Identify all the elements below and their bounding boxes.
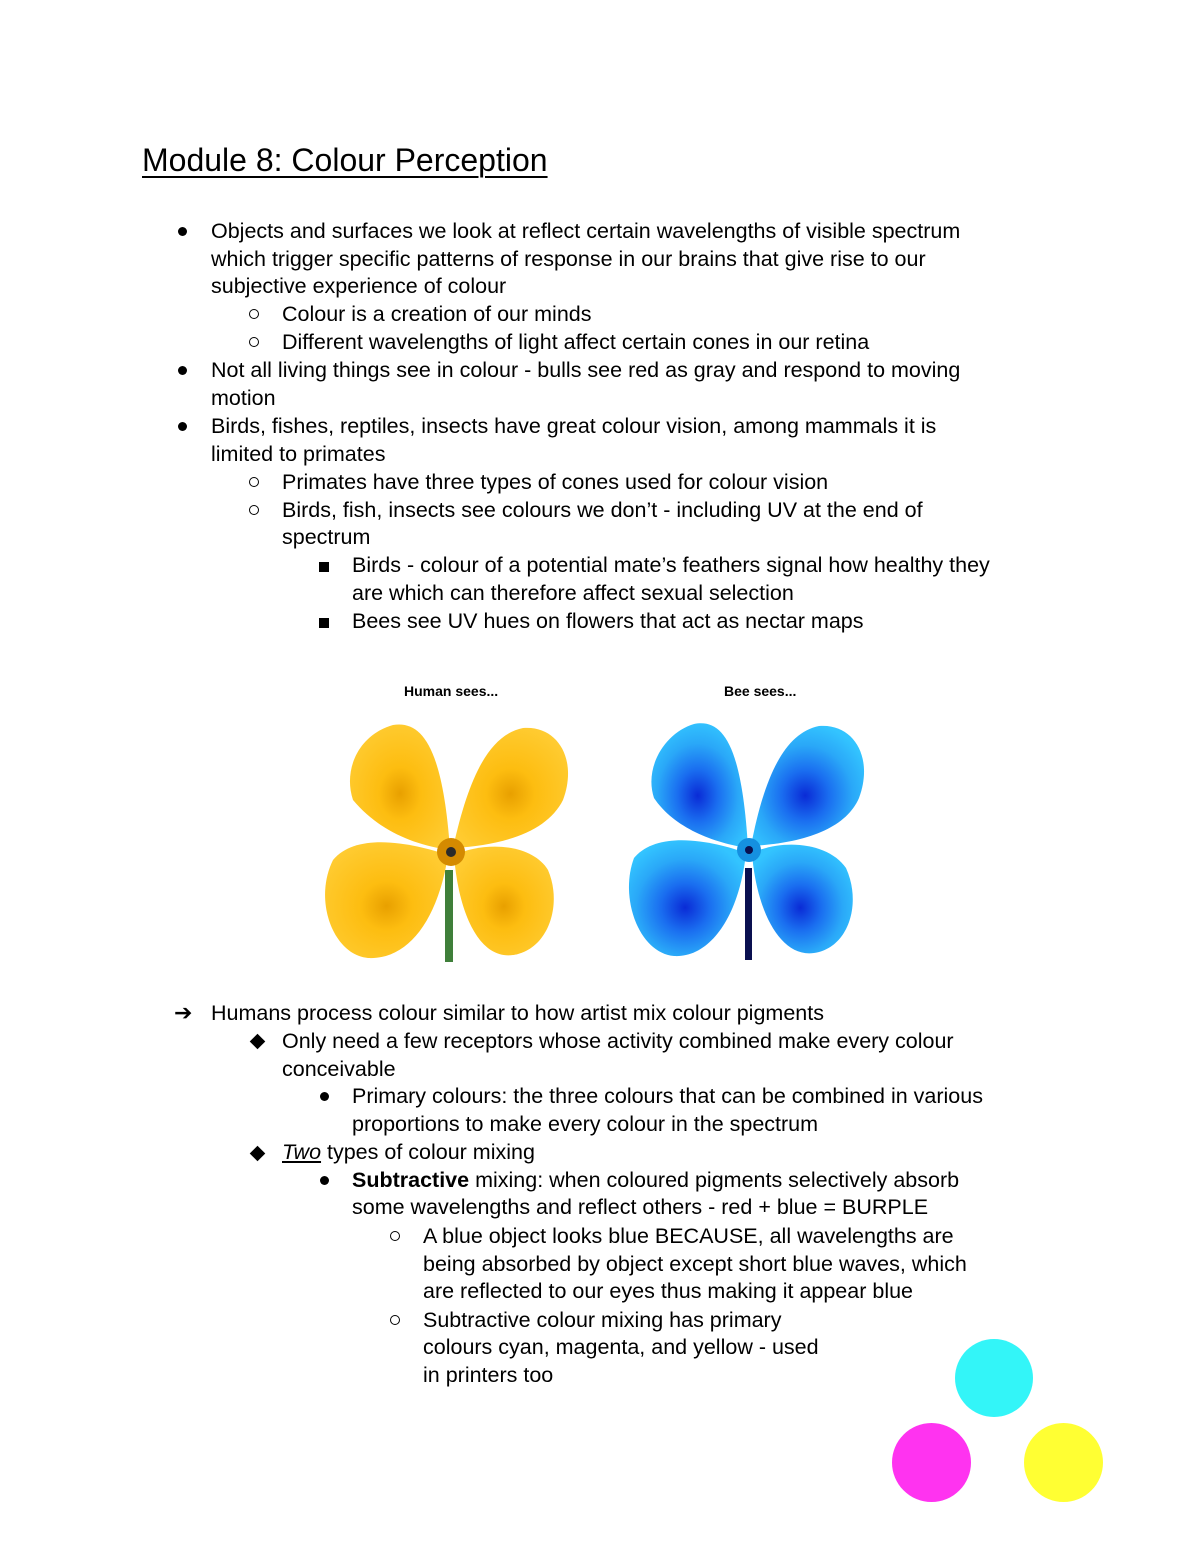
page-title: Module 8: Colour Perception [142, 142, 548, 178]
bullet-dot-icon [320, 1092, 329, 1101]
s2-sub-rest: mixing: when coloured pigments selectively absorb [469, 1168, 960, 1192]
s2-c1-line-2: being absorbed by object except short blue waves, which [423, 1252, 967, 1276]
bullet-circle-icon [249, 505, 259, 515]
s2-c2-line-1: Subtractive colour mixing has primary [423, 1308, 782, 1332]
b2-line-2: motion [211, 386, 276, 410]
subtractive-bold: Subtractive [352, 1168, 470, 1192]
s2-arrow-item: Humans process colour similar to how artist mix colour pigments [211, 1001, 824, 1025]
s2-c2-line-3: in printers too [423, 1363, 554, 1387]
s2-d2-line [282, 1138, 535, 1166]
yellow-circle [1024, 1423, 1103, 1502]
s2-c1-line-3: are reflected to our eyes thus making it appear blue [423, 1279, 914, 1303]
b1-line-1: Objects and surfaces we look at reflect certain wavelengths of visible spectrum [211, 219, 961, 243]
bullet-square-icon [319, 618, 329, 628]
b1-line-2: which trigger specific patterns of response in our brains that give rise to our [211, 247, 926, 271]
b1-sub-1: Colour is a creation of our minds [282, 302, 592, 326]
bullet-dot-icon [178, 366, 187, 375]
human-sees-label: Human sees... [404, 683, 499, 699]
s2-c2-line-2: colours cyan, magenta, and yellow - used [423, 1335, 819, 1359]
s2-c1-line-1: A blue object looks blue BECAUSE, all wavelengths are [423, 1224, 954, 1248]
bullet-dot-icon [320, 1176, 329, 1185]
b2-line-1: Not all living things see in colour - bulls see red as gray and respond to moving [211, 358, 961, 382]
bullet-circle-icon [249, 337, 259, 347]
b1-sub-2: Different wavelengths of light affect certain cones in our retina [282, 330, 870, 354]
b3-sub-2-line-1: Birds, fish, insects see colours we don’t - including UV at the end of [282, 498, 923, 522]
bullet-circle-icon [390, 1315, 400, 1325]
s2-d1-line-2: conceivable [282, 1057, 396, 1081]
b3-sub-1: Primates have three types of cones used for colour vision [282, 470, 829, 494]
b3-tert-1-line-2: are which can therefore affect sexual selection [352, 581, 794, 605]
s2-sub-line-1 [352, 1166, 959, 1194]
b3-tert-2: Bees see UV hues on flowers that act as nectar maps [352, 609, 864, 633]
cyan-circle [955, 1339, 1033, 1417]
bullet-circle-icon [249, 309, 259, 319]
b3-tert-1-line-1: Birds - colour of a potential mate’s feathers signal how healthy they [352, 553, 990, 577]
s2-p1-line-1: Primary colours: the three colours that can be combined in various [352, 1084, 983, 1108]
bullet-diamond-icon [250, 1034, 266, 1050]
arrow-right-icon: ➔ [174, 1000, 193, 1025]
bee-flower-image [624, 718, 876, 963]
human-flower-image [318, 720, 588, 965]
b3-line-1: Birds, fishes, reptiles, insects have great colour vision, among mammals it is [211, 414, 937, 438]
b3-line-2: limited to primates [211, 442, 386, 466]
s2-d1-line-1: Only need a few receptors whose activity combined make every colour [282, 1029, 954, 1053]
bullet-diamond-icon [250, 1146, 266, 1162]
bullet-dot-icon [178, 422, 187, 431]
bullet-circle-icon [249, 477, 259, 487]
magenta-circle [892, 1423, 971, 1502]
b1-line-3: subjective experience of colour [211, 274, 507, 298]
s2-p1-line-2: proportions to make every colour in the spectrum [352, 1112, 819, 1136]
two-emphasis: Two [282, 1140, 322, 1164]
bullet-circle-icon [390, 1231, 400, 1241]
s2-sub-line-2: some wavelengths and reflect others - red + blue = BURPLE [352, 1195, 929, 1219]
bullet-dot-icon [178, 227, 187, 236]
b3-sub-2-line-2: spectrum [282, 525, 371, 549]
s2-d2-rest: types of colour mixing [321, 1140, 535, 1164]
bullet-square-icon [319, 562, 329, 572]
bee-sees-label: Bee sees... [724, 683, 797, 699]
